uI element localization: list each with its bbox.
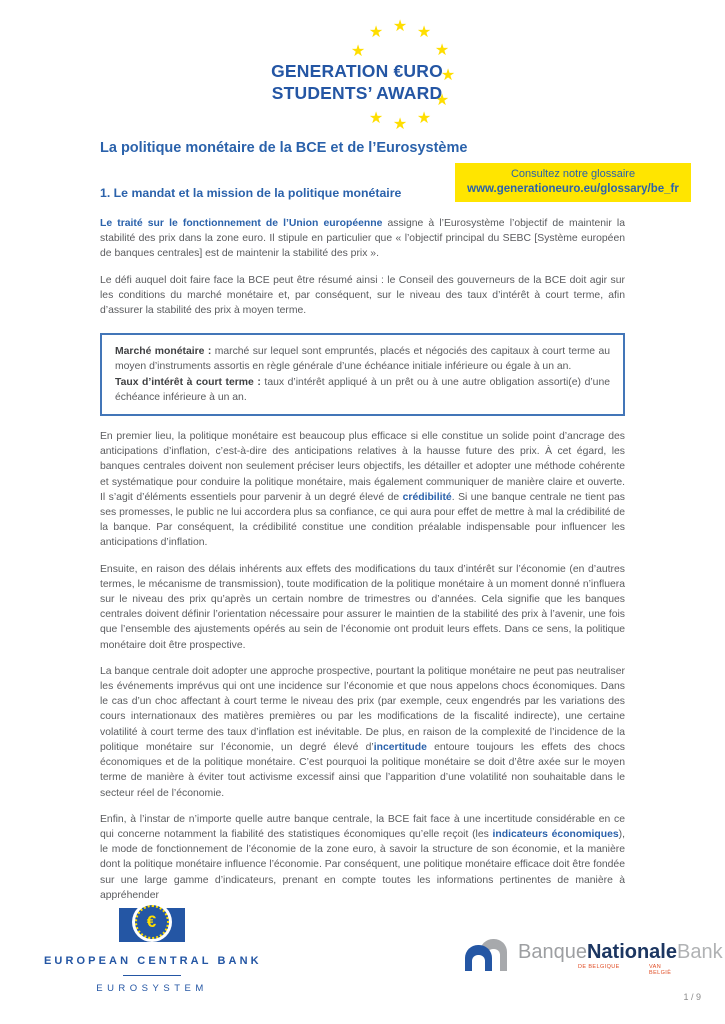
ecb-subtitle: EUROSYSTEM <box>96 983 208 994</box>
generation-euro-logo <box>0 0 725 140</box>
euro-star-icon <box>367 24 385 42</box>
paragraph-challenge: Le défi auquel doit faire face la BCE peut être résumé ainsi : le Conseil des gouverneurs de la BCE doit agir sur les conditions du marché monétaire et, par conséquent, sur le niveau des taux d’intérêt à court terme, afin d’assurer la stabilité des prix à moyen terme. <box>100 274 625 317</box>
paragraph-indicators <box>100 812 625 903</box>
paragraph-uncertainty-before: La banque centrale doit adopter une approche prospective, pourtant la politique monétaire ne peut pas neutraliser les événements imprévus qui ont une incidence sur l’économie et que nous appelons chocs économiques. Dans le cas d’un choc affectant à court terme le niveau des prix (par exemple, ceux engendrés par les variations des cours internationaux des matières premières ou par les modifications de la fiscalité indirecte), une certaine volatilité à court terme des taux d’inflation est inévitable. De plus, en raison de la complexité de l’incidence de la politique monétaire sur l’économie, un degré élevé d’ <box>100 665 625 753</box>
bnb-wordmark <box>518 941 723 964</box>
logo-line-2: STUDENTS’ AWARD <box>271 83 443 103</box>
logo-wordmark <box>262 60 452 104</box>
paragraph-uncertainty-after: entoure toujours les effets des chocs économiques et de la politique monétaire. C’est pourquoi la politique monétaire se doit d’être axée sur le moyen terme de manière à éviter tout activisme excessif ainsi que l’apparition d’une volatilité non souhaitable dans le secteur réel de l’économie. <box>100 741 626 799</box>
definition-box <box>100 333 625 416</box>
body-text <box>100 216 625 903</box>
euro-star-icon <box>367 110 385 128</box>
logo-line-1: GENERATION €URO <box>271 61 443 81</box>
paragraph-transmission: Ensuite, en raison des délais inhérents aux effets des modifications du taux d’intérêt sur l’économie (en d’autres termes, le mécanisme de transmission), toute modification de la politique monétaire à un moment donné n’influera sur le niveau des prix qu’après un certain nombre de trimestres ou d’années. Cela signifie que les banques centrales doivent définir l’orientation nécessaire pour assurer le maintien de la stabilité des prix à l’avenir, une fois que l’ensemble des ajustements opérés au sein de l’économie ont produit leurs effets. Dans ce sens, la politique monétaire doit être prospective. <box>100 563 625 651</box>
paragraph-credibility <box>100 429 625 551</box>
definition-term-short-rate: Taux d’intérêt à court terme : <box>115 376 261 388</box>
euro-sign-icon: € <box>146 912 157 931</box>
ecb-logo-block <box>44 902 260 994</box>
euro-star-icon <box>433 42 451 60</box>
term-treaty: Le traité sur le fonctionnement de l’Union européenne <box>100 218 383 229</box>
bnb-monogram-icon <box>465 939 515 973</box>
paragraph-treaty <box>100 216 625 262</box>
paragraph-indicators-before: Enfin, à l’instar de n’importe quelle autre banque centrale, la BCE fait face à une incertitude considérable en ce qui concerne notamment la fiabilité des statistiques économiques qu’elle reçoit (les <box>100 813 625 840</box>
definition-text-money-market: marché sur lequel sont empruntés, placés et négociés des capitaux à court terme au moyen d’instruments assortis en règle générale d’une échéance initiale inférieure ou égale à un an. <box>115 346 610 373</box>
bnb-word-nationale: Nationale <box>586 941 677 963</box>
paragraph-credibility-after: . Si une banque centrale ne tient pas ses promesses, le public ne lui accordera plus sa confiance, ce qui aura pour effet de mettre à mal la crédibilité de la banque. Par conséquent, la crédibilité constitue une condition préalable indispensable pour influencer les anticipations d’inflation. <box>100 491 625 549</box>
term-indicateurs-economiques: indicateurs économiques <box>492 828 619 840</box>
page-number: 1 / 9 <box>683 992 701 1002</box>
page-title: La politique monétaire de la BCE et de l’Eurosystème <box>100 140 468 156</box>
definition-text-short-rate: taux d’intérêt appliqué à un prêt ou à une autre obligation assorti(e) d’une échéance inférieure à un an. <box>115 376 611 403</box>
euro-star-icon <box>349 43 367 61</box>
euro-star-icon <box>415 24 433 42</box>
bnb-subtext-fr: DE BELGIQUE <box>578 964 620 970</box>
euro-star-icon <box>391 116 409 134</box>
section-heading: 1. Le mandat et la mission de la politique monétaire <box>100 186 402 200</box>
bnb-logo-row <box>465 937 723 976</box>
bnb-logo-block <box>465 937 723 976</box>
bnb-n-blue-icon <box>465 945 492 971</box>
bnb-subtext-nl: VAN BELGIË <box>649 964 672 976</box>
definition-term-money-market: Marché monétaire : <box>115 346 212 358</box>
glossary-label: Consultez notre glossaire <box>510 168 636 180</box>
paragraph-uncertainty <box>100 664 625 801</box>
term-incertitude: incertitude <box>373 741 427 753</box>
bnb-word-banque: Banque <box>518 941 587 963</box>
paragraph-indicators-after: ), le mode de fonctionnement de l’économie de la zone euro, à savoir la structure de son économie, et la manière dont la politique monétaire influence l’économie. Par conséquent, une politique monétaire efficace doit être fondée sur une large gamme d’indicateurs, prenant en compte toutes les informations pertinentes de manière à appréhender <box>100 828 625 901</box>
ecb-emblem-icon <box>119 902 185 942</box>
paragraph-treaty-rest: assigne à l’Eurosystème l’objectif de maintenir la stabilité des prix dans la zone euro. Il stipule en particulier que « l’objectif principal du SEBC [Système européen de banques centrales] est de maintenir la stabilité des prix ». <box>100 218 625 260</box>
euro-star-icon <box>391 18 409 36</box>
euro-star-icon <box>415 110 433 128</box>
ecb-divider <box>123 975 181 976</box>
paragraph-credibility-before: En premier lieu, la politique monétaire est beaucoup plus efficace si elle constitue un solide point d’ancrage des anticipations d’inflation, c’est-à-dire des anticipations relatives à la hausse future des prix. À cet égard, les banques centrales doivent non seulement préciser leurs objectifs, les détailler et adopter une méthode cohérente et systématique pour conduire la politique monétaire, mais également communiquer de manière claire et ouverte. Il s’agit d’éléments essentiels pour parvenir à un degré élevé de <box>100 431 625 503</box>
bnb-word-bank: Bank <box>677 941 723 963</box>
glossary-link[interactable]: www.generationeuro.eu/glossary/be_fr <box>467 183 679 195</box>
euro-stars-ring-icon <box>135 905 169 939</box>
ecb-emblem-circle <box>132 902 172 942</box>
ecb-name: EUROPEAN CENTRAL BANK <box>44 955 262 967</box>
term-credibilite: crédibilité <box>402 491 452 503</box>
